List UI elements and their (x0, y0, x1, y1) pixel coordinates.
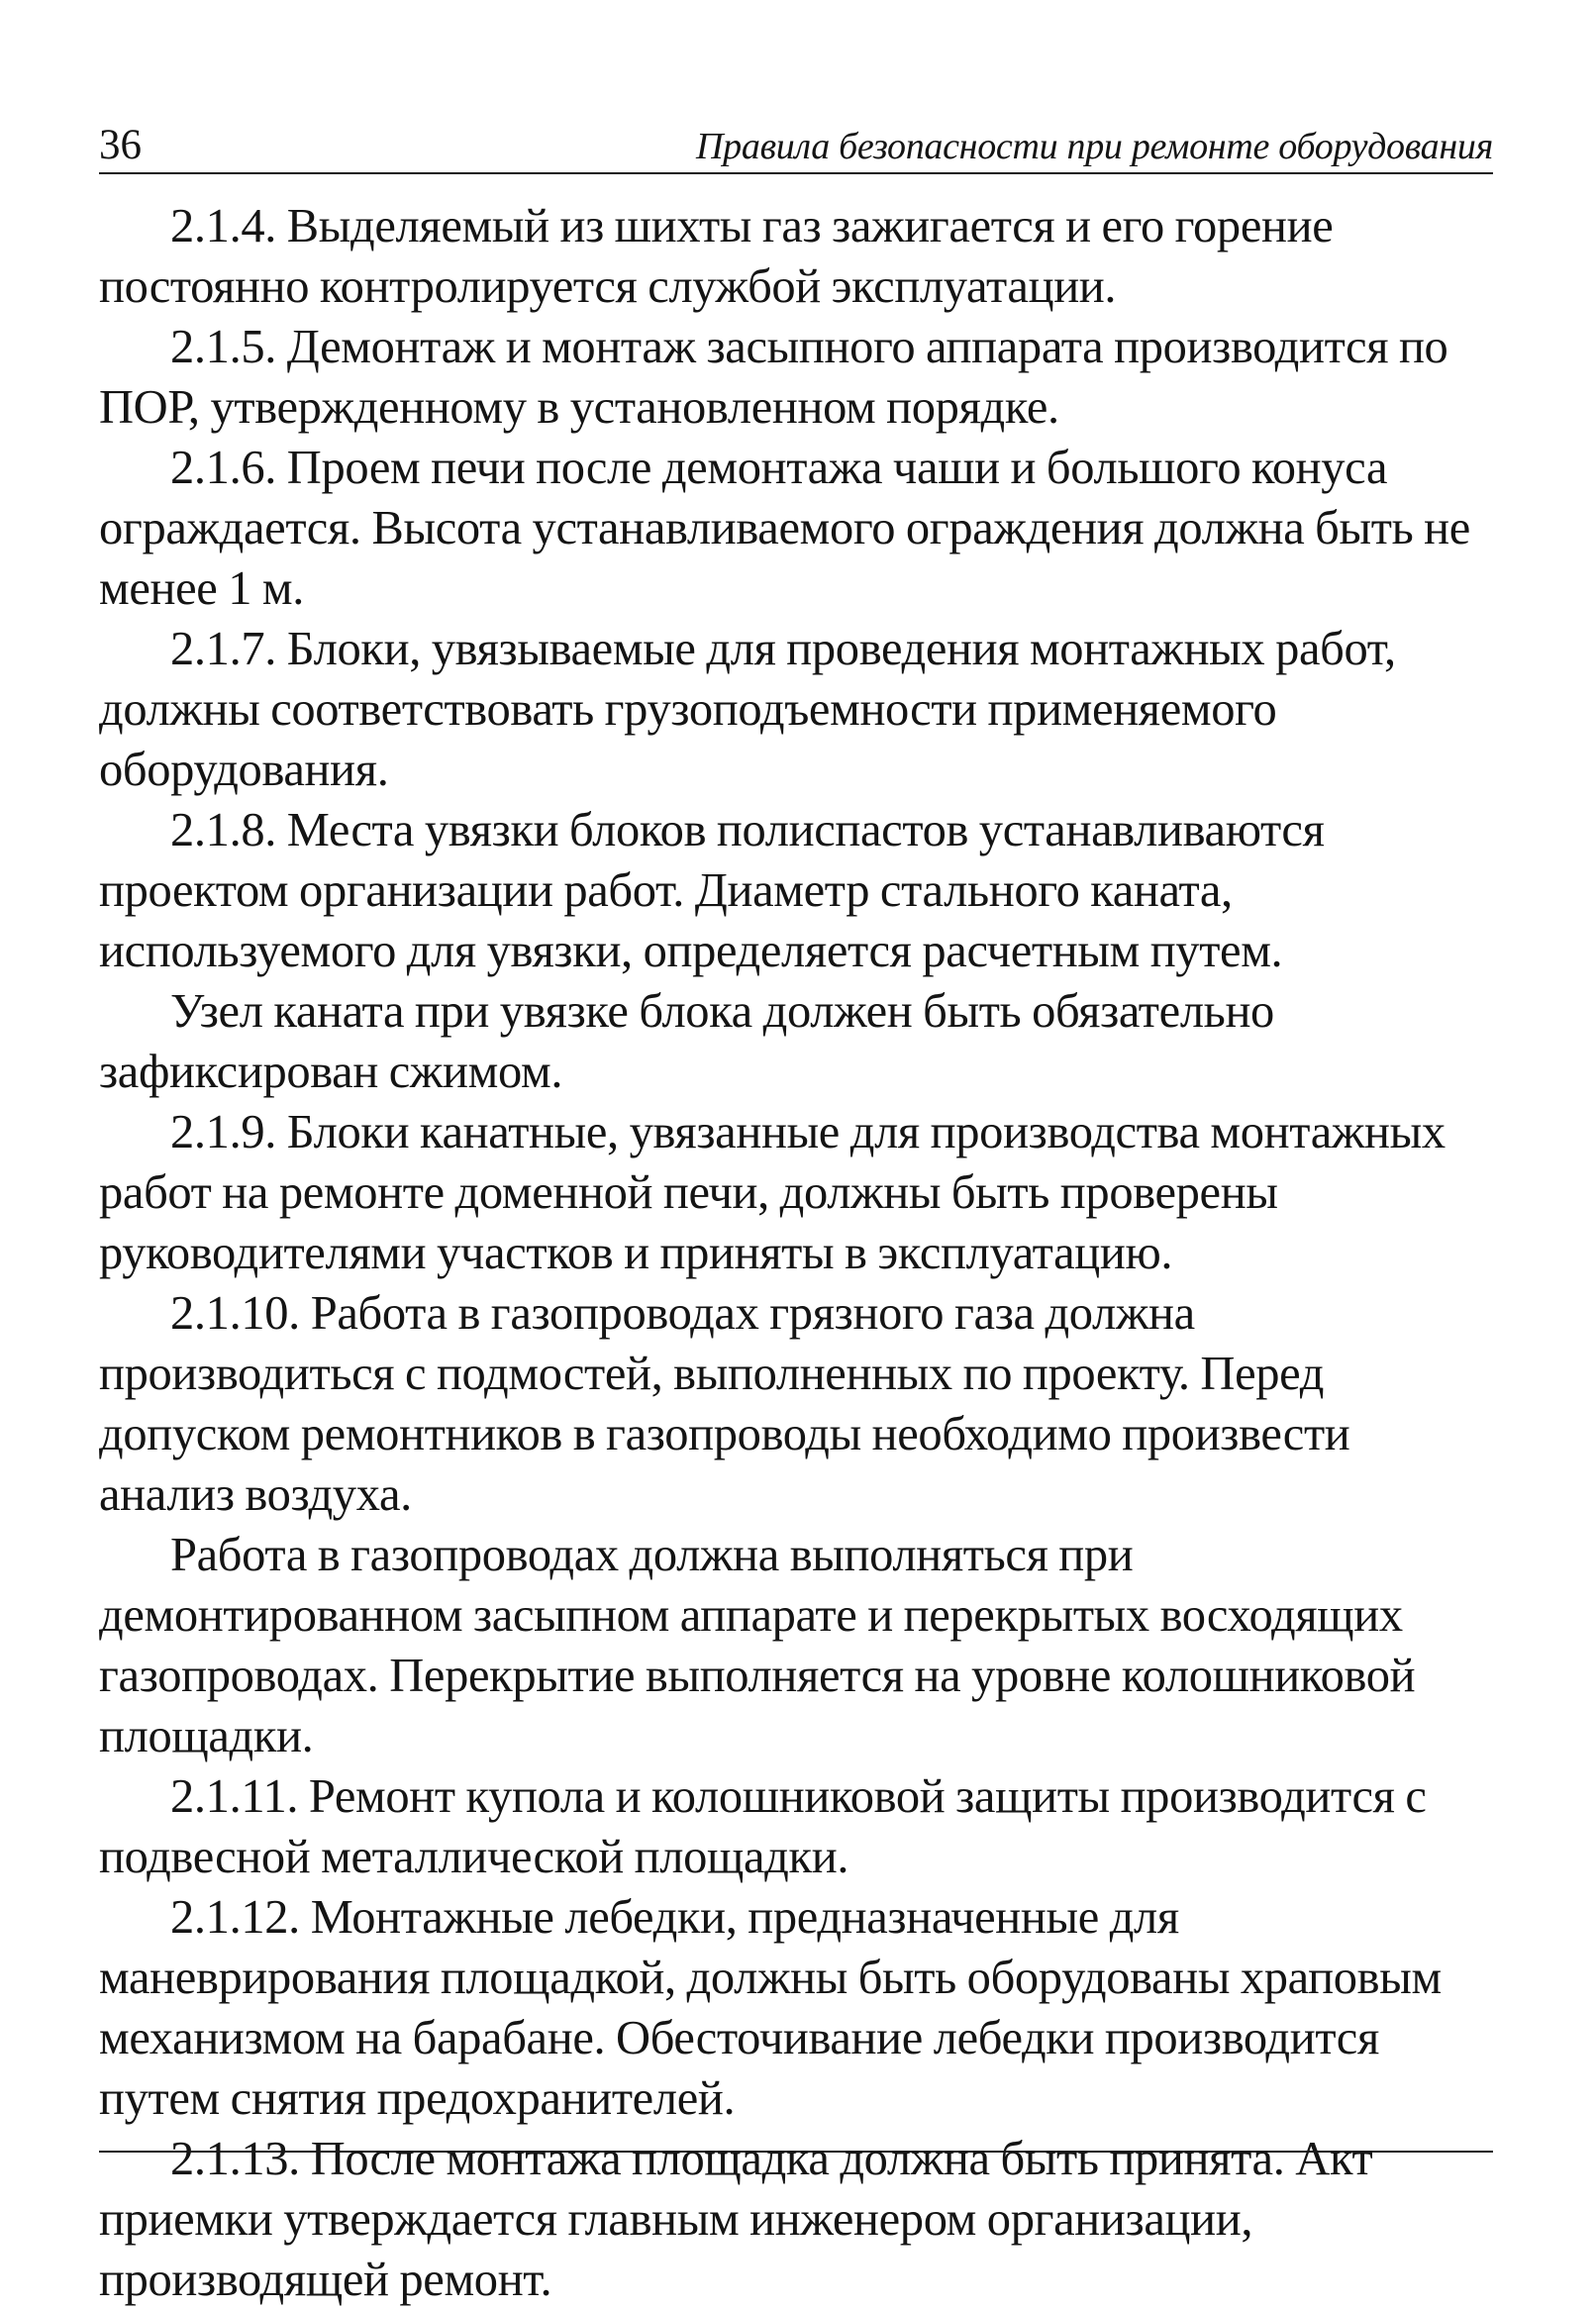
paragraph-2-1-13: 2.1.13. После монтажа площадка должна быть принята. Акт приемки утверждается главным инженером организации, производящей ремонт. (99, 2133, 1373, 2306)
paragraph-2-1-10-continuation: Работа в газопроводах должна выполняться при демонтированном засыпном аппарате и перекрытых восходящих газопроводах. Перекрытие выполняется на уровне колошниковой площадки. (99, 1529, 1416, 1762)
document-page (99, 111, 1493, 2310)
paragraph-2-1-9: 2.1.9. Блоки канатные, увязанные для производства монтажных работ на ремонте доменной печи, должны быть проверены руководителями участков и приняты в эксплуатацию. (99, 1106, 1446, 1279)
paragraph-2-1-6: 2.1.6. Проем печи после демонтажа чаши и большого конуса ограждается. Высота устанавливаемого ограждения должна быть не менее 1 м. (99, 442, 1470, 615)
paragraph-2-1-7: 2.1.7. Блоки, увязываемые для проведения монтажных работ, должны соответствовать грузоподъемности применяемого оборудования. (99, 623, 1396, 796)
paragraph-2-1-5: 2.1.5. Демонтаж и монтаж засыпного аппарата производится по ПОР, утвержденному в установленном порядке. (99, 321, 1448, 434)
paragraph-2-1-8-continuation: Узел каната при увязке блока должен быть обязательно зафиксирован сжимом. (99, 985, 1274, 1098)
paragraph-2-1-8: 2.1.8. Места увязки блоков полиспастов устанавливаются проектом организации работ. Диаметр стального каната, используемого для увязки, определяется расчетным путем. (99, 804, 1325, 977)
running-header (99, 111, 1493, 174)
paragraph-2-1-12: 2.1.12. Монтажные лебедки, предназначенные для маневрирования площадкой, должны быть оборудованы храповым механизмом на барабане. Обесточивание лебедки производится путем снятия предохранителей. (99, 1891, 1442, 2125)
paragraph-2-1-10: 2.1.10. Работа в газопроводах грязного газа должна производиться с подмостей, выполненных по проекту. Перед допуском ремонтников в газопроводы необходимо произвести анализ воздуха. (99, 1287, 1350, 1521)
running-title: Правила безопасности при ремонте оборудования (696, 126, 1493, 167)
page-number: 36 (99, 122, 142, 168)
paragraph-2-1-4: 2.1.4. Выделяемый из шихты газ зажигается и его горение постоянно контролируется службой эксплуатации. (99, 200, 1334, 313)
body-text (99, 196, 1493, 2310)
paragraph-2-1-11: 2.1.11. Ремонт купола и колошниковой защиты производится с подвесной металлической площадки. (99, 1770, 1427, 1883)
footer-rule (99, 2151, 1493, 2153)
